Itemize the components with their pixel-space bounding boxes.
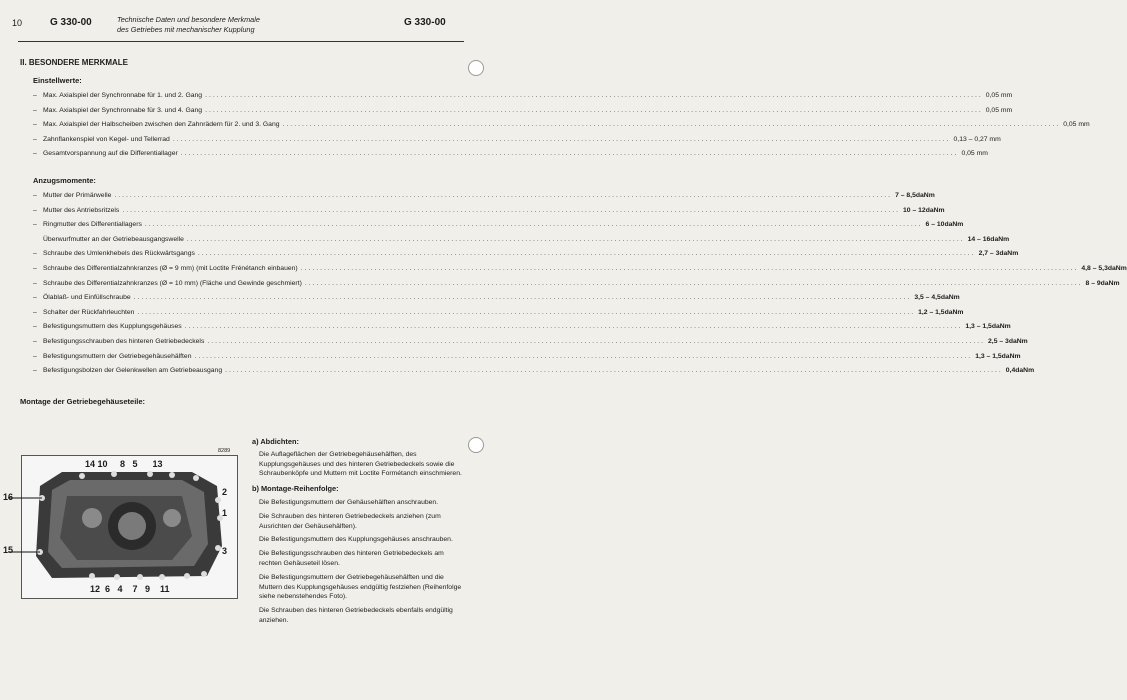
torque-value: 4,8 – 5,3 (1081, 265, 1108, 272)
torque-row (33, 203, 945, 214)
callout-16: 16 (3, 492, 14, 502)
row-label: Mutter der Primärwelle (43, 192, 112, 199)
row-label: Max. Axialspiel der Halbscheiben zwischen den Zahnrädern für 2. und 3. Gang (43, 121, 280, 129)
header-title-line-2: des Getriebes mit mechanischer Kupplung (117, 24, 255, 34)
torque-row (33, 246, 1019, 258)
torque-row (33, 232, 1010, 243)
binder-hole-top (468, 60, 484, 76)
row-dash: – (33, 221, 37, 229)
leader-dots: ........................................................................................................................................................................................................ (144, 221, 923, 229)
torque-value: 7 – 8,5 (895, 192, 916, 199)
row-dash: – (33, 192, 37, 199)
setting-row (33, 88, 1013, 99)
torque-value: 3,5 – 4,5 (914, 294, 941, 302)
torque-unit: daNm (940, 294, 960, 302)
callouts-bottom: 12 6 4 7 9 11 (90, 584, 170, 594)
header-title-line-1: Technische Daten und besondere Merkmale (117, 15, 260, 24)
assembly-order-list (252, 498, 462, 626)
leader-dots: ........................................................................................................................................................................................................ (205, 106, 983, 114)
leader-dots: ........................................................................................................................................................................................................ (114, 192, 893, 199)
row-dash: – (33, 206, 37, 214)
callout-2: 2 (222, 487, 228, 497)
torque-value: 8 – 9 (1085, 279, 1101, 287)
torque-row (33, 276, 1120, 287)
torque-value: 1,2 – 1,5 (918, 308, 945, 316)
torque-unit: daNm (999, 250, 1019, 258)
callout-1: 1 (222, 508, 228, 518)
row-label: Befestigungsmuttern des Kupplungsgehäuses (43, 323, 182, 331)
torque-row (33, 305, 964, 316)
torque-unit: daNm (915, 192, 935, 199)
row-label: Max. Axialspiel der Synchronnabe für 3. und 4. Gang (43, 106, 203, 114)
torque-value: 1,3 – 1,5 (965, 323, 992, 331)
leader-dots: ........................................................................................................................................................................................................ (205, 92, 983, 99)
row-label: Schraube des Umlenkhebels des Rückwärtsgangs (43, 250, 195, 258)
torque-value: 6 – 10 (925, 221, 945, 229)
torque-unit: daNm (990, 235, 1010, 243)
torque-unit: daNm (1107, 265, 1127, 272)
row-label: Mutter des Antriebsritzels (43, 206, 120, 214)
leader-dots: ........................................................................................................................................................................................................ (194, 352, 973, 360)
torque-row (33, 349, 1021, 360)
setting-value: 0,05 mm (985, 106, 1013, 114)
torque-row (33, 217, 964, 229)
model-code-left: G 330-00 (50, 17, 92, 28)
torque-row (33, 290, 960, 302)
assembly-step: Die Befestigungsmuttern der Gehäusehälften anschrauben. (259, 498, 439, 506)
leader-dots: ........................................................................................................................................................................................................ (186, 235, 965, 243)
assembly-step: Die Befestigungsmuttern der Getriebegehäusehälften und die Muttern des Kupplungsgehäuses endgültig festziehen (Reihenfolge siehe nebenstehendes Foto). (259, 573, 462, 601)
torque-row (33, 261, 1127, 272)
leader-dots: ........................................................................................................................................................................................................ (197, 250, 976, 258)
leader-dots: ........................................................................................................................................................................................................ (207, 338, 986, 345)
torque-value: 2,5 – 3 (988, 338, 1009, 345)
row-label: Schraube des Differentialzahnkranzes (Ø = 10 mm) (Fläche und Gewinde geschmiert) (43, 279, 302, 287)
callout-15: 15 (3, 545, 14, 555)
page-number: 10 (12, 18, 23, 28)
row-dash: – (33, 352, 37, 360)
einstellwerte-title: Einstellwerte: (33, 76, 82, 85)
torque-unit: daNm (991, 323, 1011, 331)
row-dash: – (33, 265, 37, 272)
assembly-step: Die Schrauben des hinteren Getriebedeckels ebenfalls endgültig anziehen. (259, 607, 453, 624)
leader-dots: ........................................................................................................................................................................................................ (133, 294, 912, 302)
setting-value: 0,05 mm (961, 150, 988, 158)
torque-unit: daNm (944, 308, 964, 316)
torque-value: 10 – 12 (903, 206, 926, 214)
torque-value: 2,7 – 3 (978, 250, 1000, 258)
assembly-step: Die Schrauben des hinteren Getriebedeckels anziehen (zum Ausrichten der Gehäusehälften). (259, 512, 441, 530)
leader-dots: ........................................................................................................................................................................................................ (225, 367, 1003, 375)
assembly-step: Die Befestigungsschrauben des hinteren Getriebedeckels am rechten Gehäuseteil lösen. (259, 550, 444, 567)
row-dash: – (33, 250, 37, 258)
torque-unit: daNm (1008, 338, 1028, 345)
leader-dots: ........................................................................................................................................................................................................ (184, 323, 963, 331)
row-label: Gesamtvorspannung auf die Differentiallager (43, 150, 178, 158)
row-label: Schraube des Differentialzahnkranzes (Ø = 9 mm) (mit Loctite Frénétanch einbauen) (43, 265, 298, 272)
setting-value: 0,05 mm (1063, 121, 1090, 129)
montage-title: Montage der Getriebegehäuseteile: (20, 397, 146, 406)
row-dash: – (33, 367, 37, 375)
torque-unit: daNm (1100, 279, 1120, 287)
row-dash: – (33, 135, 37, 143)
sealing-heading: a) Abdichten: (252, 437, 299, 446)
row-dash: – (33, 121, 37, 129)
torque-value: 14 – 16 (967, 235, 991, 243)
torque-value: 0,4 (1005, 367, 1016, 375)
row-label: Ringmutter des Differentiallagers (43, 221, 142, 229)
row-label: Befestigungsbolzen der Gelenkwellen am Getriebeausgang (43, 367, 223, 375)
row-dash: – (33, 150, 37, 158)
row-label: Befestigungsmuttern der Getriebegehäusehälften (43, 352, 192, 360)
montage-instructions (252, 437, 462, 626)
row-label: Befestigungsschrauben des hinteren Getriebedeckels (43, 338, 205, 345)
gearbox-photo (21, 455, 238, 599)
torque-row (33, 363, 1035, 375)
sealing-text: Die Auflageflächen der Getriebegehäusehälften, des Kupplungsgehäuses und des hinteren Getriebedeckels sowie die Schraubenköpfe und Muttern mit Loctite Formétanch einschmieren. (259, 450, 462, 478)
leader-dots: ........................................................................................................................................................................................................ (300, 265, 1079, 272)
row-label: Überwurfmutter an der Getriebeausgangswelle (43, 235, 184, 243)
row-dash: – (33, 308, 37, 316)
anzugsmomente-title: Anzugsmomente: (33, 176, 96, 185)
row-dash: – (33, 279, 37, 287)
torque-unit: daNm (1015, 367, 1035, 375)
leader-dots: ........................................................................................................................................................................................................ (304, 279, 1083, 287)
row-label: Zahnflankenspiel von Kegel- und Tellerrad (43, 135, 170, 143)
setting-row (33, 103, 1013, 114)
callouts-top: 14 10 8 5 13 (85, 459, 163, 469)
row-dash: – (33, 323, 37, 331)
model-code-right: G 330-00 (404, 17, 446, 28)
torque-row (33, 319, 1011, 331)
torque-row (33, 188, 935, 199)
assembly-order-heading: b) Montage-Reihenfolge: (252, 484, 339, 494)
torque-row (33, 334, 1028, 345)
setting-row (33, 117, 1090, 129)
torque-unit: daNm (944, 221, 964, 229)
gearbox-illustration (22, 456, 237, 598)
leader-dots: ........................................................................................................................................................................................................ (180, 150, 959, 158)
torque-unit: daNm (925, 206, 945, 214)
binder-hole-bottom (468, 437, 484, 453)
setting-value: 0,05 mm (985, 92, 1013, 99)
row-label: Max. Axialspiel der Synchronnabe für 1. und 2. Gang (43, 92, 203, 99)
torque-unit: daNm (1001, 352, 1021, 360)
page-header-title (117, 15, 347, 34)
setting-value: 0,13 – 0,27 mm (953, 135, 1001, 143)
row-dash: – (33, 92, 37, 99)
torque-value: 1,3 – 1,5 (975, 352, 1002, 360)
row-label: Ölablaß- und Einfüllschraube (43, 294, 131, 302)
setting-row (33, 132, 1001, 143)
section-title: II. BESONDERE MERKMALE (20, 58, 129, 67)
header-divider (18, 41, 464, 42)
assembly-step: Die Befestigungsmuttern des Kupplungsgehäuses anschrauben. (259, 536, 453, 544)
leader-dots: ........................................................................................................................................................................................................ (137, 308, 916, 316)
leader-dots: ........................................................................................................................................................................................................ (122, 206, 900, 214)
callout-3: 3 (222, 546, 228, 556)
leader-dots: ........................................................................................................................................................................................................ (172, 135, 951, 143)
row-dash: – (33, 106, 37, 114)
setting-row (33, 146, 988, 158)
row-dash: – (33, 338, 37, 345)
figure-number: 8289 (218, 448, 231, 454)
leader-dots: ........................................................................................................................................................................................................ (282, 121, 1061, 129)
row-dash: – (33, 294, 37, 302)
row-label: Schalter der Rückfahrleuchten (43, 308, 135, 316)
